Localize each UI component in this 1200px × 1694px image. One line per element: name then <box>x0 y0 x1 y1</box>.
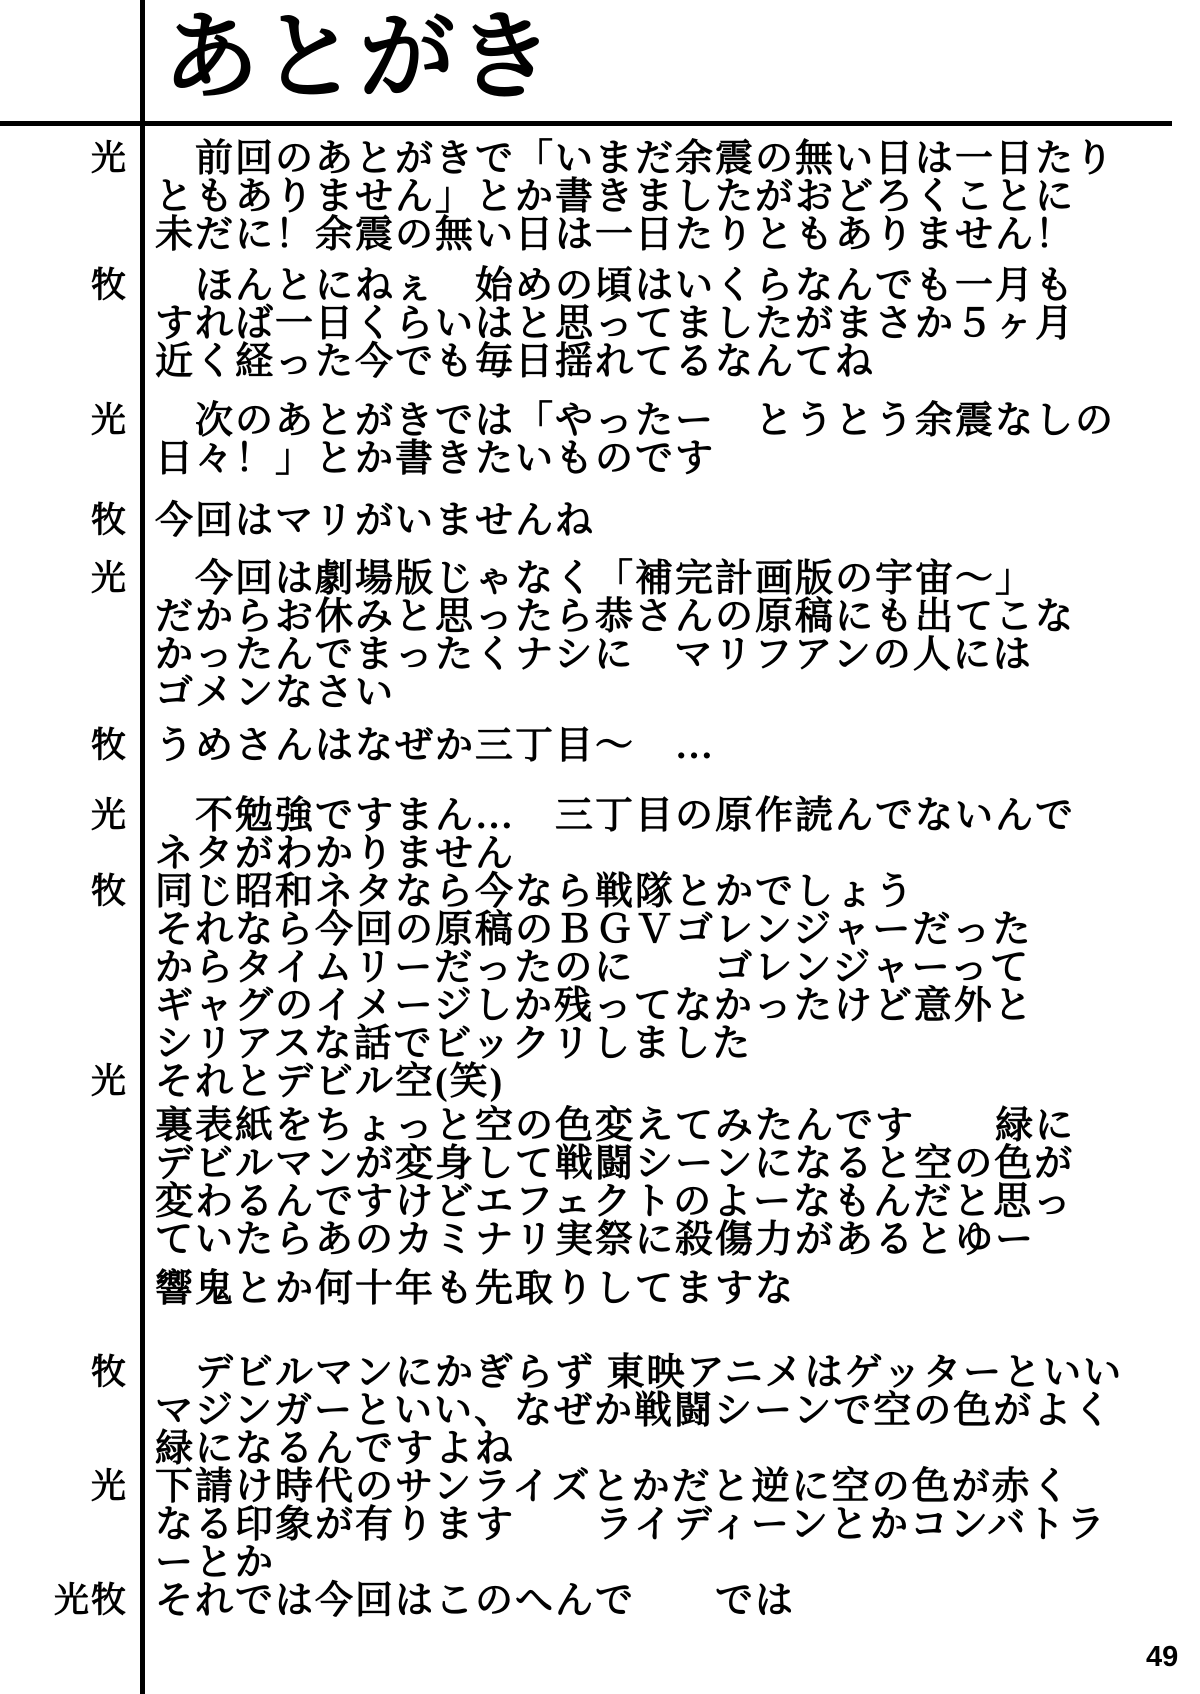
dialog-line: すれば一日くらいはと思ってましたがまさか５ヶ月 <box>155 303 1076 345</box>
dialog-lines <box>155 267 1075 381</box>
dialog-line: 日々！」とか書きたいものです <box>155 438 716 480</box>
dialog-lines <box>155 502 595 540</box>
dialog-lines <box>155 402 1115 478</box>
dialog-line: ギャグのイメージしか残ってなかったけど意外と <box>155 985 1034 1027</box>
dialog-line: シリアスな話でビックリしました <box>155 1023 752 1065</box>
page-number: 49 <box>1146 1641 1179 1673</box>
speaker-label: 光 <box>90 559 128 598</box>
dialog-lines <box>155 140 1115 254</box>
dialog-block <box>0 1468 1200 1582</box>
dialog-block <box>0 727 1200 765</box>
speaker-label: 牧 <box>90 726 128 765</box>
dialog-lines <box>155 1468 1107 1582</box>
dialog-block <box>0 1063 1200 1308</box>
dialog-lines <box>155 727 715 765</box>
dialog-line: ていたらあのカミナリ実祭に殺傷力があるとゆー <box>155 1219 1036 1261</box>
dialog-line: ほんとにねぇ 始めの頃はいくらなんでも一月も <box>155 265 1076 307</box>
dialog-line: それなら今回の原稿のＢＧＶゴレンジャーだった <box>155 909 1033 951</box>
dialog-line: なる印象が有ります ライディーンとかコンバトラ <box>155 1504 1107 1546</box>
dialog-line: ネタがわかりません <box>155 833 516 875</box>
dialog-line: 緑になるんですよね <box>155 1428 516 1470</box>
dialog-line: 下請け時代のサンライズとかだと逆に空の色が赤く <box>155 1466 1072 1508</box>
dialog-block <box>0 797 1200 873</box>
speaker-label: 牧 <box>90 266 128 305</box>
dialog-line: 不勉強ですまん… 三丁目の原作読んでないんで <box>155 795 1076 837</box>
speaker-label: 光牧 <box>53 1581 128 1620</box>
dialog-line: ーとか <box>155 1542 276 1584</box>
dialog-line: マジンガーといい、なぜか戦闘シーンで空の色がよく <box>155 1390 1114 1432</box>
dialog-line: かったんでまったくナシに マリフアンの人には <box>155 634 1033 676</box>
dialog-line: だからお休みと思ったら恭さんの原稿にも出てこな <box>155 596 1076 638</box>
dialog-block <box>0 1354 1200 1468</box>
dialog-block <box>0 873 1200 1063</box>
speaker-label: 光 <box>90 796 128 835</box>
dialog-line: うめさんはなぜか三丁目〜 … <box>155 725 716 767</box>
dialog-line: 今回はマリがいませんね <box>155 500 596 542</box>
dialog-lines <box>155 1354 1123 1468</box>
dialog-lines <box>155 1063 1075 1308</box>
dialog-block <box>0 1582 1200 1620</box>
dialog-line: 今回は劇場版じゃなく「補完計画版の宇宙〜」 <box>155 558 1036 600</box>
dialog-block <box>0 267 1200 381</box>
speaker-label: 光 <box>90 1467 128 1506</box>
dialog-lines <box>155 1582 795 1620</box>
speaker-label: 光 <box>90 401 128 440</box>
speaker-label: 光 <box>90 139 128 178</box>
dialog-block <box>0 502 1200 540</box>
dialog-line: それとデビル空(笑) <box>155 1061 505 1103</box>
dialog-line: からタイムリーだったのに ゴレンジャーって <box>155 947 1031 989</box>
dialog-line: 同じ昭和ネタなら今なら戦隊とかでしょう <box>155 871 916 913</box>
dialog-lines <box>155 560 1075 712</box>
dialog-line: デビルマンにかぎらず 東映アニメはゲッターといい <box>155 1352 1124 1394</box>
dialog-lines <box>155 873 1034 1063</box>
dialog-line: 次のあとがきでは「やったー とうとう余震なしの <box>155 400 1116 442</box>
dialog-line: 響鬼とか何十年も先取りしてますな <box>155 1268 796 1310</box>
dialog-line: ともありません」とか書きましたがおどろくことに <box>155 176 1076 218</box>
speaker-label: 牧 <box>90 501 128 540</box>
page-title: あとがき <box>163 4 555 111</box>
speaker-label: 牧 <box>90 872 128 911</box>
dialog-line: 裏表紙をちょっと空の色変えてみたんです 緑に <box>155 1105 1076 1147</box>
dialog-block <box>0 560 1200 712</box>
dialog-block <box>0 402 1200 478</box>
dialog-line: 近く経った今でも毎日揺れてるなんてね <box>155 341 876 383</box>
dialog-line: 未だに！余震の無い日は一日たりともありません！ <box>155 214 1076 256</box>
dialog-line: ゴメンなさい <box>155 672 396 714</box>
dialog <box>0 126 1200 1620</box>
dialog-line: 変わるんですけどエフェクトのよーなもんだと思っ <box>155 1181 1074 1223</box>
dialog-line: それでは今回はこのへんで では <box>155 1580 796 1622</box>
dialog-line: 前回のあとがきで「いまだ余震の無い日は一日たり <box>155 138 1116 180</box>
dialog-lines <box>155 797 1075 873</box>
speaker-label: 光 <box>90 1062 128 1101</box>
speaker-label: 牧 <box>90 1353 128 1392</box>
dialog-line: デビルマンが変身して戦闘シーンになると空の色が <box>155 1143 1075 1185</box>
dialog-block <box>0 140 1200 254</box>
